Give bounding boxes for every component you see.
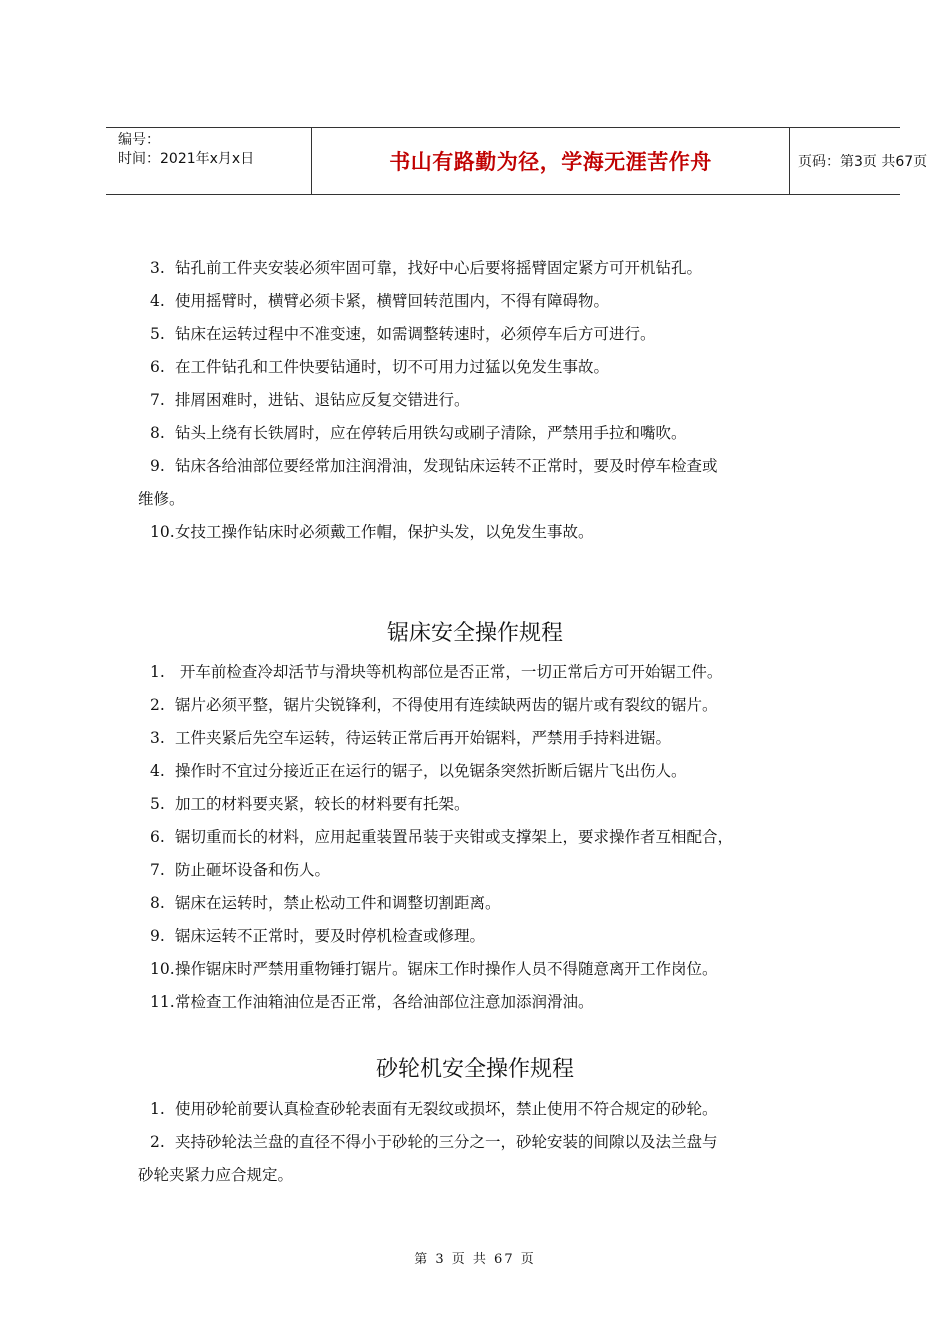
item-text: 操作时不宜过分接近正在运行的锯子，以免锯条突然折断后锯片飞出伤人。 [175,762,687,780]
section-saw-rules [150,656,865,1019]
page-footer: 第 3 页 共 67 页 [414,1252,536,1267]
item-number: 3. [150,259,165,277]
item-number: 4. [150,762,165,780]
list-item [150,920,865,953]
item-number: 2. [150,696,165,714]
item-text: 排屑困难时，进钻、退钻应反复交错进行。 [175,391,470,409]
list-item [150,854,865,887]
item-text: 使用摇臂时，横臂必须卡紧，横臂回转范围内，不得有障碍物。 [175,292,610,310]
document-header [106,127,928,195]
item-text: 钻孔前工件夹安装必须牢固可靠，找好中心后要将摇臂固定紧方可开机钻孔。 [175,259,703,277]
item-text: 夹持砂轮法兰盘的直径不得小于砂轮的三分之一，砂轮安装的间隙以及法兰盘与 [175,1133,718,1151]
item-text: 加工的材料要夹紧，较长的材料要有托架。 [175,795,470,813]
list-item [150,788,865,821]
list-item [150,1093,865,1126]
code-label: 编号： [118,132,160,148]
item-text: 钻床各给油部位要经常加注润滑油，发现钻床运转不正常时，要及时停车检查或 [175,457,718,475]
item-number: 2. [150,1133,165,1151]
list-item [150,887,865,920]
item-number: 9. [150,457,165,475]
item-number: 4. [150,292,165,310]
header-motto-cell [312,128,790,194]
item-number: 10. [150,523,175,541]
item-number: 9. [150,927,165,945]
list-item [150,722,865,755]
item-text: 开车前检查冷却活节与滑块等机构部位是否正常，一切正常后方可开始锯工件。 [175,663,723,681]
item-text: 使用砂轮前要认真检查砂轮表面有无裂纹或损坏，禁止使用不符合规定的砂轮。 [175,1100,718,1118]
item-number: 3. [150,729,165,747]
list-item-continuation: 维修。 [138,490,185,508]
item-number: 5. [150,325,165,343]
header-page-info: 页码：第3页 共67页 [798,154,928,170]
item-number: 5. [150,795,165,813]
item-number: 1. [150,663,165,681]
section-title-saw: 锯床安全操作规程 [386,621,563,646]
item-number: 8. [150,894,165,912]
item-text: 钻床在运转过程中不准变速，如需调整转速时，必须停车后方可进行。 [175,325,656,343]
section-drill-rules [138,252,865,549]
item-number: 11. [150,993,175,1011]
item-number: 7. [150,391,165,409]
list-item [150,417,865,450]
item-number: 10. [150,960,175,978]
list-item [150,656,865,689]
section-title-grinder: 砂轮机安全操作规程 [375,1057,574,1082]
motto: 书山有路勤为径，学海无涯苦作舟 [389,150,712,174]
item-number: 6. [150,828,165,846]
list-item [150,755,865,788]
list-item [150,285,865,318]
item-text: 操作锯床时严禁用重物锤打锯片。锯床工作时操作人员不得随意离开工作岗位。 [175,960,718,978]
item-text: 防止砸坏设备和伤人。 [175,861,331,879]
list-item [150,953,865,986]
item-number: 6. [150,358,165,376]
list-item [150,252,865,285]
section-grinder-rules [138,1093,865,1192]
item-text: 钻头上绕有长铁屑时，应在停转后用铁勾或刷子清除，严禁用手拉和嘴吹。 [175,424,687,442]
item-number: 8. [150,424,165,442]
list-item [150,1126,865,1159]
list-item [150,821,865,854]
list-item [150,351,865,384]
date-line: 时间：2021年x月x日 [118,151,255,167]
list-item [150,384,865,417]
item-text: 锯片必须平整，锯片尖锐锋利，不得使用有连续缺两齿的锯片或有裂纹的锯片。 [175,696,718,714]
item-number: 1. [150,1100,165,1118]
list-item [150,516,865,549]
item-text: 工件夹紧后先空车运转，待运转正常后再开始锯料，严禁用手持料进锯。 [175,729,672,747]
list-item [150,450,865,483]
list-item [150,986,865,1019]
list-item [150,318,865,351]
item-text: 常检查工作油箱油位是否正常，各给油部位注意加添润滑油。 [175,993,594,1011]
item-text: 女技工操作钻床时必须戴工作帽，保护头发，以免发生事故。 [175,523,594,541]
item-number: 7. [150,861,165,879]
header-meta [106,128,312,194]
item-text: 锯切重而长的材料，应用起重装置吊装于夹钳或支撑架上，要求操作者互相配合， [175,828,734,846]
item-text: 锯床在运转时，禁止松动工件和调整切割距离。 [175,894,501,912]
item-text: 在工件钻孔和工件快要钻通时，切不可用力过猛以免发生事故。 [175,358,610,376]
item-text: 锯床运转不正常时，要及时停机检查或修理。 [175,927,486,945]
list-item [150,689,865,722]
list-item-continuation: 砂轮夹紧力应合规定。 [138,1166,294,1184]
